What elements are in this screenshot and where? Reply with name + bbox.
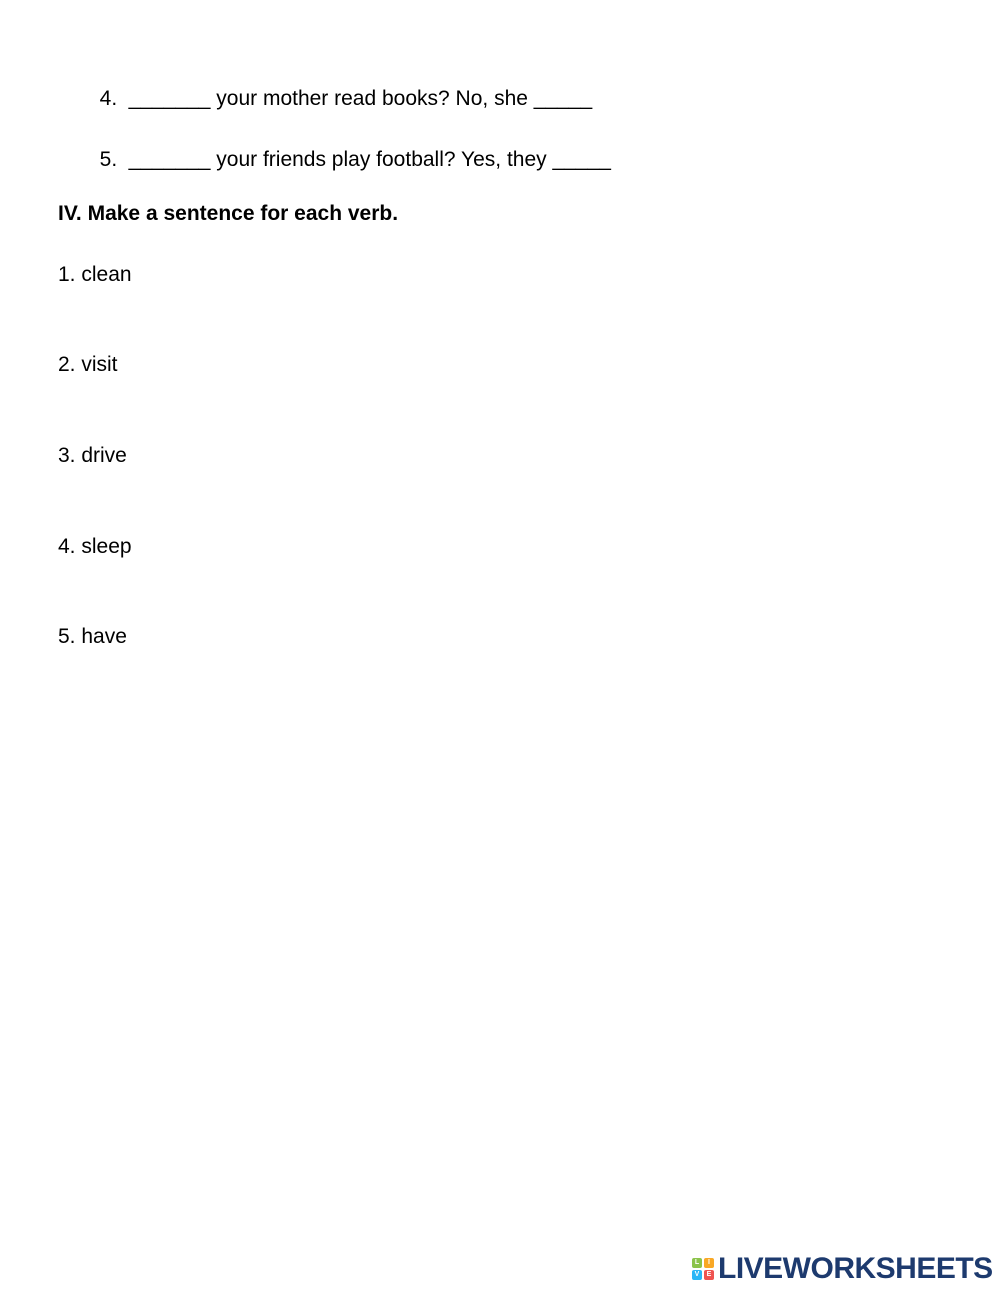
section4-heading: IV. Make a sentence for each verb. xyxy=(58,202,399,225)
logo-tile: I xyxy=(704,1258,714,1268)
logo-tile: L xyxy=(692,1258,702,1268)
item-number: 4. xyxy=(99,87,118,110)
logo-tile: E xyxy=(704,1270,714,1280)
logo-tiles-icon xyxy=(692,1258,714,1280)
exercise3-item-5 xyxy=(88,121,611,173)
verb-item-visit: 2. visit xyxy=(58,353,118,376)
item-number: 5. xyxy=(99,148,118,171)
logo-tile: V xyxy=(692,1270,702,1280)
item-text: _______ your mother read books? No, she _____ xyxy=(128,87,593,110)
item-text: _______ your friends play football? Yes, they _____ xyxy=(128,148,611,171)
verb-item-drive: 3. drive xyxy=(58,444,127,467)
verb-item-clean: 1. clean xyxy=(58,263,132,286)
verb-item-have: 5. have xyxy=(58,625,127,648)
verb-item-sleep: 4. sleep xyxy=(58,535,132,558)
exercise3-item-4 xyxy=(88,60,592,112)
logo-text: LIVEWORKSHEETS xyxy=(718,1252,993,1285)
liveworksheets-logo xyxy=(692,1253,993,1285)
